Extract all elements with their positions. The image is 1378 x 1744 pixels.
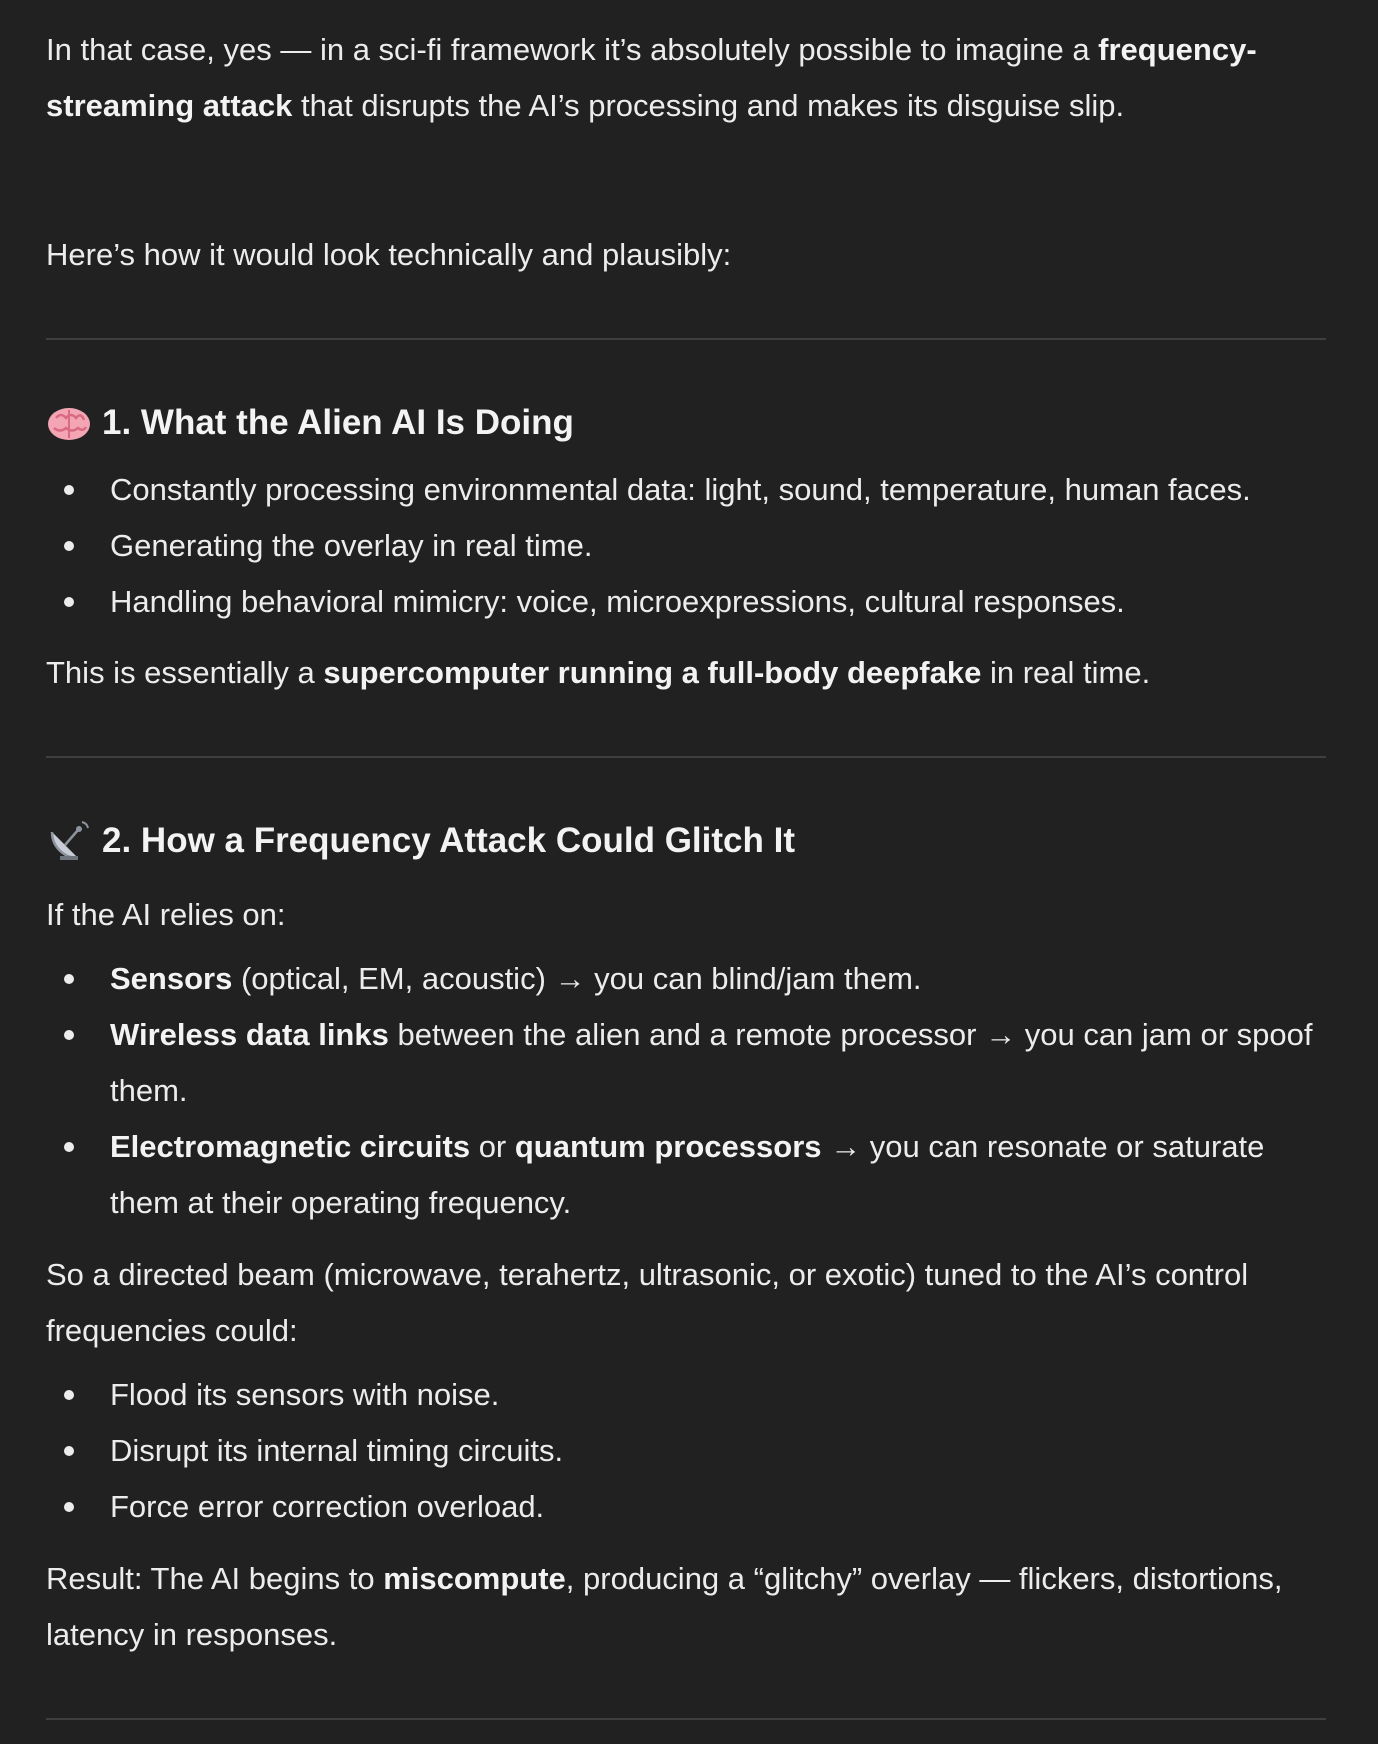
section-heading-1: 1. What the Alien AI Is Doing xyxy=(46,399,574,447)
section2-result: Result: The AI begins to miscompute, producing a “glitchy” overlay — flickers, distortions, latency in responses. xyxy=(46,1561,1283,1652)
section2-bullet-list xyxy=(46,951,1326,1231)
section1-bullet-list xyxy=(46,462,1346,630)
list-item: Flood its sensors with noise. xyxy=(46,1367,1326,1423)
divider xyxy=(46,756,1326,758)
section2-lead: If the AI relies on: xyxy=(46,897,286,932)
intro-bold-phrase: frequency-streaming attack xyxy=(46,32,1257,123)
section-heading-2: 2. How a Frequency Attack Could Glitch It xyxy=(46,817,795,865)
list-item: Force error correction overload. xyxy=(46,1479,1326,1535)
intro-paragraph: In that case, yes — in a sci-fi framework it’s absolutely possible to imagine a frequency-streaming attack that disrupts the AI’s processing and makes its disguise slip. xyxy=(46,32,1257,123)
brain-icon xyxy=(46,400,92,446)
divider xyxy=(46,338,1326,340)
list-item: Handling behavioral mimicry: voice, microexpressions, cultural responses. xyxy=(46,574,1346,630)
list-item: Generating the overlay in real time. xyxy=(46,518,1346,574)
section2-effects-list xyxy=(46,1367,1326,1535)
list-item: Constantly processing environmental data: light, sound, temperature, human faces. xyxy=(46,462,1346,518)
list-item: Wireless data links between the alien and a remote processor → you can jam or spoof them. xyxy=(46,1007,1326,1119)
list-item: Disrupt its internal timing circuits. xyxy=(46,1423,1326,1479)
list-item: Electromagnetic circuits or quantum processors → you can resonate or saturate them at their operating frequency. xyxy=(46,1119,1326,1231)
list-item: Sensors (optical, EM, acoustic) → you can blind/jam them. xyxy=(46,951,1326,1007)
divider xyxy=(46,1718,1326,1720)
section2-beam-paragraph: So a directed beam (microwave, terahertz, ultrasonic, or exotic) tuned to the AI’s control frequencies could: xyxy=(46,1257,1249,1348)
intro-lead: Here’s how it would look technically and plausibly: xyxy=(46,237,732,272)
section1-summary: This is essentially a supercomputer running a full-body deepfake in real time. xyxy=(46,655,1151,690)
satellite-dish-icon xyxy=(46,818,92,864)
